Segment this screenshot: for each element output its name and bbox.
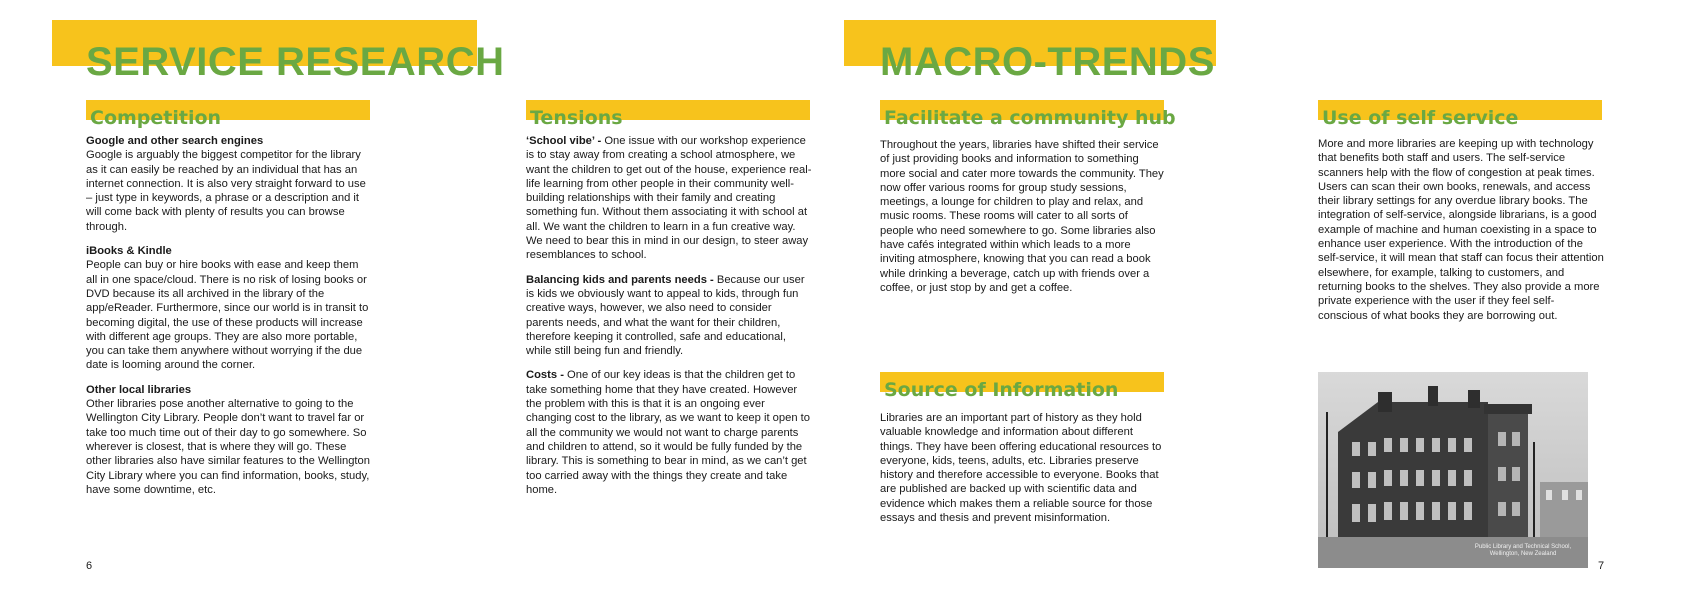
tensions-column bbox=[526, 134, 812, 507]
library-building-illustration bbox=[1318, 372, 1588, 568]
tension-item: Costs - One of our key ideas is that the children get to take something home that they have created. However the problem with this is that it is an ongoing ever changing cost to the library, as we want to keep it open to all the community we would not want to charge parents and children to attend, so it would be fully funded by the library. This is something to bear in mind, as we can’t get too carried away with the things they create and take home. bbox=[526, 369, 810, 496]
page-heading-service-research: SERVICE RESEARCH bbox=[86, 40, 505, 84]
tension-item: ‘School vibe’ - One issue with our workshop experience is to stay away from creating a school atmosphere, we want the children to get out of the house, experience real-life learning from other people in their community well-building relationships with their family and creating something fun. Without them associating it with school at all. We want the children to learn in a fun creative way. We need to bear this in mind in our design, to steer away resemblances to school. bbox=[526, 135, 812, 262]
competition-column bbox=[86, 134, 372, 507]
tension-item: Balancing kids and parents needs - Because our user is kids we obviously want to appeal to kids, through fun creative ways, however, we also need to consider parents needs, and what the want for their children, therefore keeping it controlled, safe and educational, while still being fun and friendly. bbox=[526, 273, 805, 358]
community-hub-text: Throughout the years, libraries have shifted their service of just providing books and information to something more social and cater more towards the community. They now offer various rooms for group study sessions, meetings, a lounge for children to play and relax, and music rooms. These rooms will cater to all sorts of people who need somewhere to go. Some libraries also have cafés integrated within which leads to a more inviting atmosphere, knowing that you can read a book while drinking a beverage, catch up with friends over a coffee, or just stop by and get a coffee. bbox=[880, 139, 1164, 294]
page-number-right: 7 bbox=[1598, 560, 1605, 572]
source-of-information-text: Libraries are an important part of history as they hold valuable knowledge and information about different things. They have been offering educational resources to everyone, kids, teens, adults, etc. Libraries preserve history and therefore accessible to everyone. Books that are published are backed up with scientific data and evidence which makes them a reliable source for those essays and thesis and prevent misinformation. bbox=[880, 412, 1162, 525]
library-historic-photo bbox=[1318, 372, 1588, 568]
section-title-community-hub: Facilitate a community hub bbox=[884, 107, 1176, 129]
self-service-text: More and more libraries are keeping up with technology that benefits both staff and users. The self-service scanners help with the flow of congestion at peak times. Users can scan their own books, renewals, and access their library settings for any overdue library books. The integration of self-service, alongside librarians, is a good example of machine and human coexisting in a space to enhance user experience. With the introduction of the self-service, it will mean that staff can focus their attention elsewhere, for example, talking to customers, and returning books to the shelves. They also provide a more private experience with the user if they feel self-conscious of what books they are borrowing out. bbox=[1318, 138, 1604, 322]
section-title-source-of-information: Source of Information bbox=[884, 379, 1119, 401]
section-title-self-service: Use of self service bbox=[1322, 107, 1519, 129]
competition-item: Other local libraries Other libraries pose another alternative to going to the Wellington City Library. People don’t want to travel far or take too much time out of their day to go somewhere. So wherever is closest, that is where they will go. These other libraries also have similar features to the Wellington City Library where you can find information, books, study, have some downtime, etc. bbox=[86, 383, 370, 496]
page-heading-macro-trends: MACRO-TRENDS bbox=[880, 40, 1215, 84]
section-title-competition: Competition bbox=[90, 107, 222, 129]
competition-item: iBooks & Kindle People can buy or hire books with ease and keep them all in one space/cloud. There is no risk of losing books or DVD because its all archived in the library of the app/eReader. Furthermore, since our world is in transit to becoming digital, the use of these products will increase with different age groups. They are also more portable, you can take them anywhere without worrying if the due date is looming around the corner. bbox=[86, 245, 369, 372]
competition-item: Google and other search engines Google is arguably the biggest competitor for the library as it can easily be reached by an individual that has an internet connection. It is also very straight forward to use – just type in keywords, a phrase or a description and it will come back with plenty of results you can browse through. bbox=[86, 135, 366, 233]
photo-caption: Public Library and Technical School, Wellington, New Zealand bbox=[1474, 544, 1572, 557]
page-number-left: 6 bbox=[86, 560, 93, 572]
section-title-tensions: Tensions bbox=[530, 107, 623, 129]
